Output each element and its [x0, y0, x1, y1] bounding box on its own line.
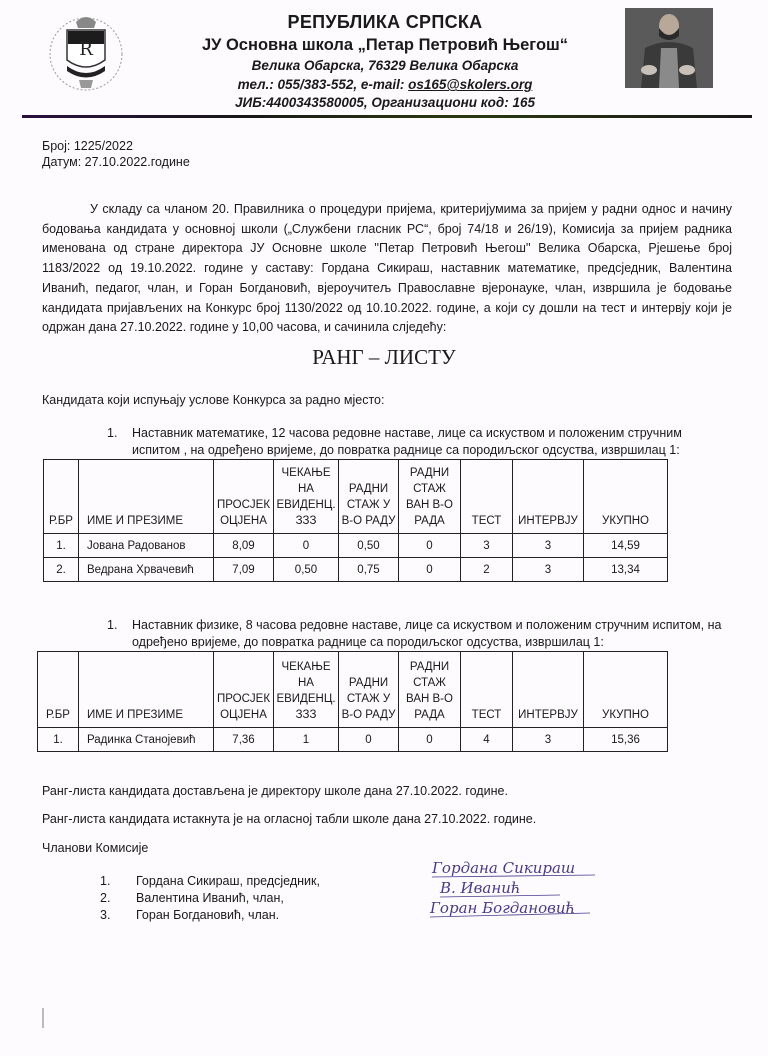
cell-rank: 1.	[38, 728, 79, 752]
cell-rank: 2.	[44, 558, 79, 582]
cell-exp-edu: 0,75	[339, 558, 399, 582]
table-header-row	[44, 460, 668, 534]
cell-total: 13,34	[584, 558, 668, 582]
cell-test: 3	[461, 534, 513, 558]
position-text: Наставник математике, 12 часова редовне наставе, лице са искуством и положеним стручним испитом , на одређено вријеме, до повратка раднице са породиљског одсуства, извршилац 1:	[132, 426, 682, 457]
header-title: РЕПУБЛИКА СРПСКА	[287, 12, 483, 32]
col-header: УКУПНО	[584, 652, 668, 728]
table-row	[38, 728, 668, 752]
member-name: Гордана Сикираш, предсједник,	[136, 874, 320, 888]
cell-total: 14,59	[584, 534, 668, 558]
col-header: ПРОСЈЕК ОЦЈЕНА	[214, 460, 274, 534]
cell-name: Јована Радованов	[79, 534, 214, 558]
coat-of-arms-logo	[45, 8, 127, 96]
member-name: Валентина Иванић, члан,	[136, 891, 284, 905]
cell-waiting: 0,50	[274, 558, 339, 582]
phone-text: тел.: 055/383-552, e-mail:	[237, 77, 409, 92]
svg-text:R: R	[79, 39, 93, 60]
member-number: 1.	[100, 874, 111, 888]
col-header: РАДНИ СТАЖ ВАН В-О РАДА	[399, 652, 461, 728]
delivered-note: Ранг-листа кандидата достављена је директору школе дана 27.10.2022. године.	[42, 784, 508, 798]
school-contact	[150, 77, 620, 92]
cell-test: 4	[461, 728, 513, 752]
position-number: 1.	[107, 618, 118, 632]
col-header: ИНТЕРВЈУ	[513, 460, 584, 534]
cell-exp-edu: 0,50	[339, 534, 399, 558]
cell-exp-other: 0	[399, 558, 461, 582]
cell-avg-grade: 7,36	[214, 728, 274, 752]
signatures-block	[430, 855, 590, 925]
document-number: Број: 1225/2022	[42, 139, 133, 153]
col-header: ТЕСТ	[461, 460, 513, 534]
email-link[interactable]: os165@skolers.org	[408, 77, 533, 92]
page-mark	[42, 1008, 44, 1028]
intro-text: Кандидата који испуњају услове Конкурса за радно мјесто:	[42, 393, 385, 407]
col-header: ПРОСЈЕК ОЦЈЕНА	[214, 652, 274, 728]
col-header: ЧЕКАЊЕ НА ЕВИДЕНЦ. ЗЗЗ	[274, 652, 339, 728]
document-date: Датум: 27.10.2022.године	[42, 155, 190, 169]
petar-petrovic-njegos-portrait	[625, 8, 713, 88]
cell-avg-grade: 7,09	[214, 558, 274, 582]
signature: Горан Богдановић	[430, 899, 576, 917]
portrait-image	[625, 8, 713, 88]
col-header: ИМЕ И ПРЕЗИМЕ	[79, 652, 214, 728]
member-number: 2.	[100, 891, 111, 905]
col-header: РАДНИ СТАЖ У В-О РАДУ	[339, 460, 399, 534]
col-header: ИНТЕРВЈУ	[513, 652, 584, 728]
signature: Гордана Сикираш	[432, 859, 576, 877]
cell-rank: 1.	[44, 534, 79, 558]
signature-underline-icon	[430, 855, 600, 925]
table-row	[44, 558, 668, 582]
member-name: Горан Богдановић, члан.	[136, 908, 280, 922]
col-header: ТЕСТ	[461, 652, 513, 728]
position-text: Наставник физике, 8 часова редовне наставе, лице са искуством и положеним стручним испитом, на одређено вријеме, до повратка раднице са породиљског одсуства, извршилац 1:	[132, 618, 722, 649]
cell-interview: 3	[513, 534, 584, 558]
republika-srpska-emblem-icon	[45, 8, 127, 96]
col-header: Р.БР	[38, 652, 79, 728]
col-header: РАДНИ СТАЖ ВАН В-О РАДА	[399, 460, 461, 534]
cell-exp-other: 0	[399, 534, 461, 558]
document-heading: РАНГ – ЛИСТУ	[312, 345, 456, 369]
col-header: ИМЕ И ПРЕЗИМЕ	[79, 460, 214, 534]
committee-members-list	[100, 873, 320, 924]
cell-name: Радинка Станојевић	[79, 728, 214, 752]
list-item	[100, 873, 320, 890]
cell-avg-grade: 8,09	[214, 534, 274, 558]
member-number: 3.	[100, 908, 111, 922]
cell-name: Ведрана Хрвачевић	[79, 558, 214, 582]
table-row	[44, 534, 668, 558]
col-header: ЧЕКАЊЕ НА ЕВИДЕНЦ. ЗЗЗ	[274, 460, 339, 534]
committee-label: Чланови Комисије	[42, 841, 149, 855]
school-address: Велика Обарска, 76329 Велика Обарска	[251, 58, 519, 73]
list-item	[100, 907, 320, 924]
header-divider	[22, 115, 752, 118]
cell-interview: 3	[513, 728, 584, 752]
signature: В. Иванић	[440, 879, 521, 897]
col-header: Р.БР	[44, 460, 79, 534]
cell-test: 2	[461, 558, 513, 582]
school-ids: ЈИБ:4400343580005, Организациони код: 165	[234, 95, 536, 110]
school-name: ЈУ Основна школа „Петар Петровић Његош“	[201, 36, 569, 54]
ranking-table-math	[43, 459, 668, 582]
position-description	[107, 617, 727, 651]
cell-waiting: 1	[274, 728, 339, 752]
cell-waiting: 0	[274, 534, 339, 558]
cell-exp-other: 0	[399, 728, 461, 752]
position-number: 1.	[107, 426, 118, 440]
col-header: РАДНИ СТАЖ У В-О РАДУ	[339, 652, 399, 728]
ranking-table-physics	[37, 651, 668, 752]
col-header: УКУПНО	[584, 460, 668, 534]
body-paragraph: У складу са чланом 20. Правилника о процедури пријема, критеријумима за пријем у радни однос и начину бодовања кандидата у основној школи („Службени гласник РС“, број 74/18 и 26/19), Комисија за пријем радника именована од стране директора ЈУ Основне школе ''Петар Петровић Његош'' Велика Обарска, Рјешење број 1183/2022 од 19.10.2022. године у саставу: Гордана Сикираш, наставник математике, предсједник, Валентина Иванић, педагог, члан, и Горан Богдановић, вјероучитељ Православне вјеронауке, члан, извршила је бодовање кандидата пријављених на Конкурс број 1130/2022 од 10.10.2022. године, а који су дошли на тест и интервју који је одржан дана 27.10.2022. године у 10,00 часова, и сачинила слједећу:	[42, 202, 732, 335]
list-item	[100, 890, 320, 907]
cell-interview: 3	[513, 558, 584, 582]
position-description	[107, 425, 727, 459]
table-header-row	[38, 652, 668, 728]
cell-exp-edu: 0	[339, 728, 399, 752]
posted-note: Ранг-листа кандидата истакнута је на огласној табли школе дана 27.10.2022. године.	[42, 812, 537, 826]
cell-total: 15,36	[584, 728, 668, 752]
